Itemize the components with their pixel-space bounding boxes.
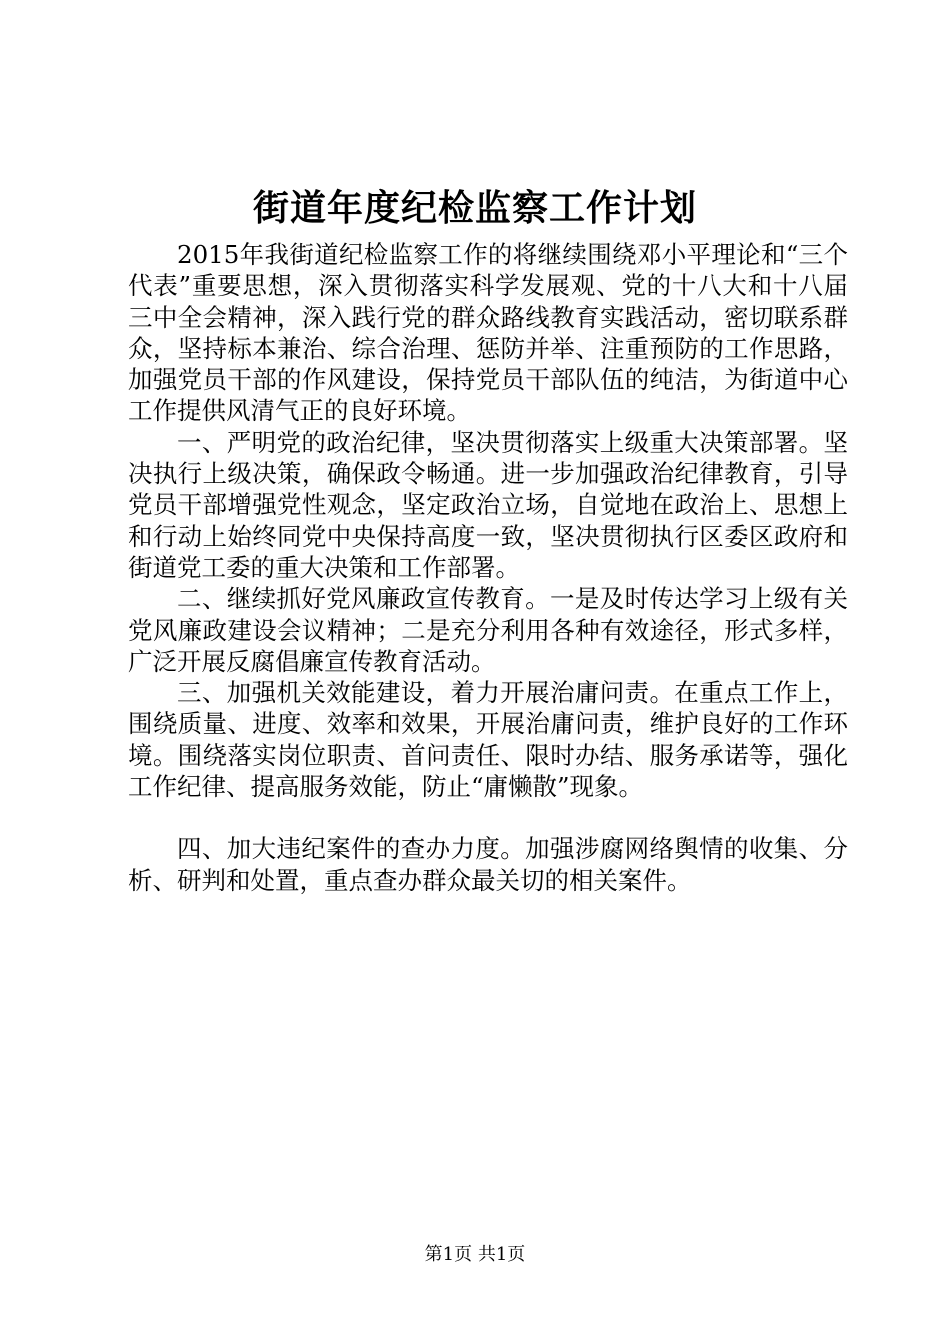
document-title: 街道年度纪检监察工作计划 bbox=[252, 187, 697, 229]
paragraph-intro: 2015年我街道纪检监察工作的将继续围绕邓小平理论和“三个代表”重要思想，深入贯彻落实科学发展观、党的十八大和十八届三中全会精神，深入践行党的群众路线教育实践活动，密切联系群众，坚持标本兼治、综合治理、惩防并举、注重预防的工作思路，加强党员干部的作风建设，保持党员干部队伍的纯洁，为街道中心工作提供风清气正的良好环境。 bbox=[128, 240, 848, 426]
paragraph-item-2: 二、继续抓好党风廉政宣传教育。一是及时传达学习上级有关党风廉政建设会议精神；二是充分利用各种有效途径，形式多样，广泛开展反腐倡廉宣传教育活动。 bbox=[128, 584, 848, 676]
paragraph-item-3: 三、加强机关效能建设，着力开展治庸问责。在重点工作上，围绕质量、进度、效率和效果，开展治庸问责，维护良好的工作环境。围绕落实岗位职责、首问责任、限时办结、服务承诺等，强化工作纪律、提高服务效能，防止“庸懒散”现象。 bbox=[128, 678, 848, 802]
paragraph-item-4: 四、加大违纪案件的查办力度。加强涉腐网络舆情的收集、分析、研判和处置，重点查办群众最关切的相关案件。 bbox=[128, 834, 848, 895]
page-footer: 第1页 共1页 bbox=[424, 1244, 526, 1265]
paragraph-item-1: 一、严明党的政治纪律，坚决贯彻落实上级重大决策部署。坚决执行上级决策，确保政令畅通。进一步加强政治纪律教育，引导党员干部增强党性观念，坚定政治立场，自觉地在政治上、思想上和行动上始终同党中央保持高度一致，坚决贯彻执行区委区政府和街道党工委的重大决策和工作部署。 bbox=[128, 427, 848, 582]
document-body bbox=[128, 239, 848, 896]
